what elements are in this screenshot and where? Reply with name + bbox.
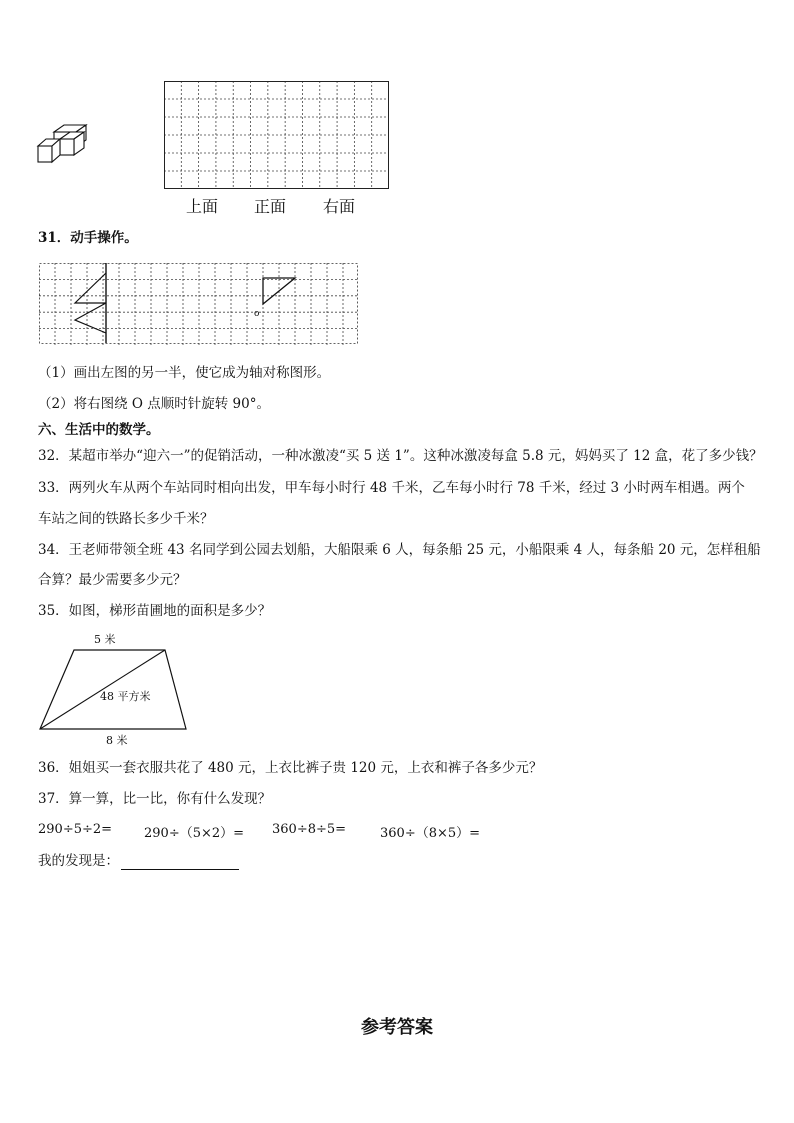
calc-4: 360÷（8×5）= <box>380 826 481 841</box>
operation-grid <box>39 263 359 345</box>
calc-2: 290÷（5×2）= <box>144 826 245 841</box>
label-front-view: 正面 <box>254 197 287 216</box>
point-o-label: o <box>254 309 260 319</box>
q36-text: 36．姐姐买一套衣服共花了 480 元，上衣比裤子贵 120 元，上衣和裤子各多少元？ <box>38 760 543 776</box>
q31-heading: 31．动手操作。 <box>38 230 138 246</box>
q34-line2: 合算？最少需要多少元？ <box>38 572 187 588</box>
trapezoid-area-label: 48 平方米 <box>100 690 151 703</box>
finding-row <box>38 852 239 870</box>
answer-title: 参考答案 <box>361 1017 433 1038</box>
calc-1: 290÷5÷2= <box>38 822 113 837</box>
q35-text: 35．如图，梯形苗圃地的面积是多少？ <box>38 603 272 619</box>
q33-line2: 车站之间的铁路长多少千米？ <box>38 511 214 527</box>
label-right-view: 右面 <box>323 197 356 216</box>
finding-answer-blank[interactable] <box>121 855 239 870</box>
calc-3: 360÷8÷5= <box>272 822 347 837</box>
view-grid <box>164 81 389 189</box>
q32-text: 32．某超市举办“迎六一”的促销活动，一种冰激凌“买 5 送 1”。这种冰激凌每盒 5.8 元，妈妈买了 12 盒，花了多少钱？ <box>38 448 763 464</box>
q31-task2: （2）将右图绕 O 点顺时针旋转 90°。 <box>38 396 270 412</box>
trapezoid-top-label: 5 米 <box>94 633 116 646</box>
trapezoid-figure <box>36 628 192 748</box>
q34-line1: 34．王老师带领全班 43 名同学到公园去划船，大船限乘 6 人，每条船 25 元，小船限乘 4 人，每条船 20 元，怎样租船 <box>38 542 761 558</box>
q31-task1: （1）画出左图的另一半，使它成为轴对称图形。 <box>38 365 331 381</box>
left-half-figure <box>75 273 106 333</box>
label-top-view: 上面 <box>186 197 219 216</box>
trapezoid-bottom-label: 8 米 <box>106 734 128 747</box>
cube-figure <box>36 124 92 166</box>
q37-text: 37．算一算，比一比，你有什么发现？ <box>38 791 272 807</box>
section-six-heading: 六、生活中的数学。 <box>38 422 160 438</box>
finding-label: 我的发现是： <box>38 853 119 869</box>
q33-line1: 33．两列火车从两个车站同时相向出发，甲车每小时行 48 千米，乙车每小时行 78 千米，经过 3 小时两车相遇。两个 <box>38 480 745 496</box>
